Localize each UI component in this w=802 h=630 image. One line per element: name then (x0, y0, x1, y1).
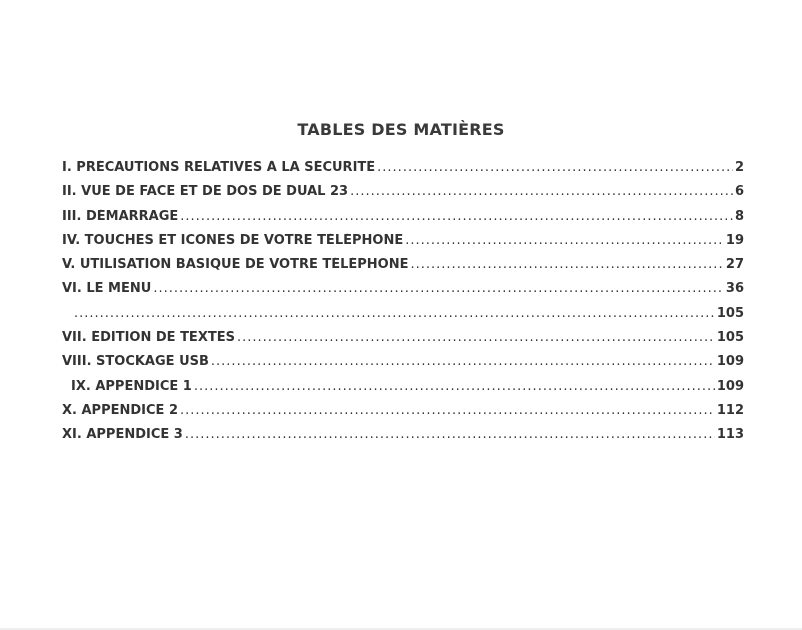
dot-leader (153, 281, 724, 296)
dot-leader (405, 233, 724, 248)
dot-leader (194, 379, 715, 394)
toc-entry-label: IV. TOUCHES ET ICÔNES DE VOTRE TÉLÉPHONE (62, 232, 404, 248)
toc-entry-label: X. APPENDICE 2 (62, 402, 178, 418)
toc-entry-page: 109 (716, 354, 744, 370)
toc-entry-page: 109 (716, 378, 744, 394)
toc-entry-label: VIII. STOCKAGE USB (62, 354, 209, 370)
toc-title: TABLES DES MATIÈRES (297, 120, 505, 139)
toc-entry-page: 113 (716, 427, 744, 443)
toc-entry-unlabeled[interactable] (62, 306, 744, 330)
toc-entry-precautions[interactable] (62, 160, 744, 184)
toc-entry-label: I. PRÉCAUTIONS RELATIVES À LA SÉCURITÉ (62, 160, 376, 175)
toc-entry-le-menu[interactable] (62, 281, 744, 305)
dot-leader (377, 160, 733, 175)
dot-leader (350, 184, 733, 199)
dot-leader (185, 427, 715, 442)
toc-entry-page: 112 (716, 402, 744, 418)
toc-entry-label: IX. APPENDICE 1 (71, 378, 192, 394)
toc-entry-label: XI. APPENDICE 3 (62, 427, 183, 443)
toc-entry-edition-textes[interactable] (62, 330, 744, 354)
dot-leader (411, 257, 724, 272)
toc-entry-page: 105 (716, 330, 744, 346)
toc-entry-label: V. UTILISATION BASIQUE DE VOTRE TÉLÉPHONE (62, 257, 409, 273)
toc-entry-label: VI. LE MENU (62, 281, 152, 297)
dot-leader (180, 209, 733, 224)
toc-entry-appendice-3[interactable] (62, 427, 744, 451)
toc-entry-page: 105 (716, 305, 744, 321)
toc-entry-label: II. VUE DE FACE ET DE DOS DE DUAL 23 (62, 184, 349, 200)
toc-entry-page: 2 (734, 160, 744, 175)
toc-entry-appendice-2[interactable] (62, 403, 744, 427)
toc-entry-label: VII. ÉDITION DE TEXTES (62, 330, 235, 346)
toc-entry-page: 8 (734, 208, 744, 224)
toc-entry-appendice-1[interactable] (62, 379, 744, 403)
toc-entry-stockage-usb[interactable] (62, 354, 744, 378)
dot-leader (180, 403, 715, 418)
toc-entry-utilisation-basique[interactable] (62, 257, 744, 281)
dot-leader (74, 306, 715, 321)
dot-leader (237, 330, 715, 345)
toc-entry-page: 27 (725, 257, 744, 273)
toc-entry-page: 6 (734, 184, 744, 200)
toc-entry-label: III. DÉMARRAGE (62, 208, 179, 224)
toc-entry-touches-icones[interactable] (62, 233, 744, 257)
toc-entry-demarrage[interactable] (62, 209, 744, 233)
dot-leader (211, 354, 715, 369)
toc-entry-page: 19 (725, 232, 744, 248)
toc-list (62, 160, 744, 452)
toc-entry-vue-face-dos[interactable] (62, 184, 744, 208)
toc-entry-page: 36 (725, 281, 744, 297)
